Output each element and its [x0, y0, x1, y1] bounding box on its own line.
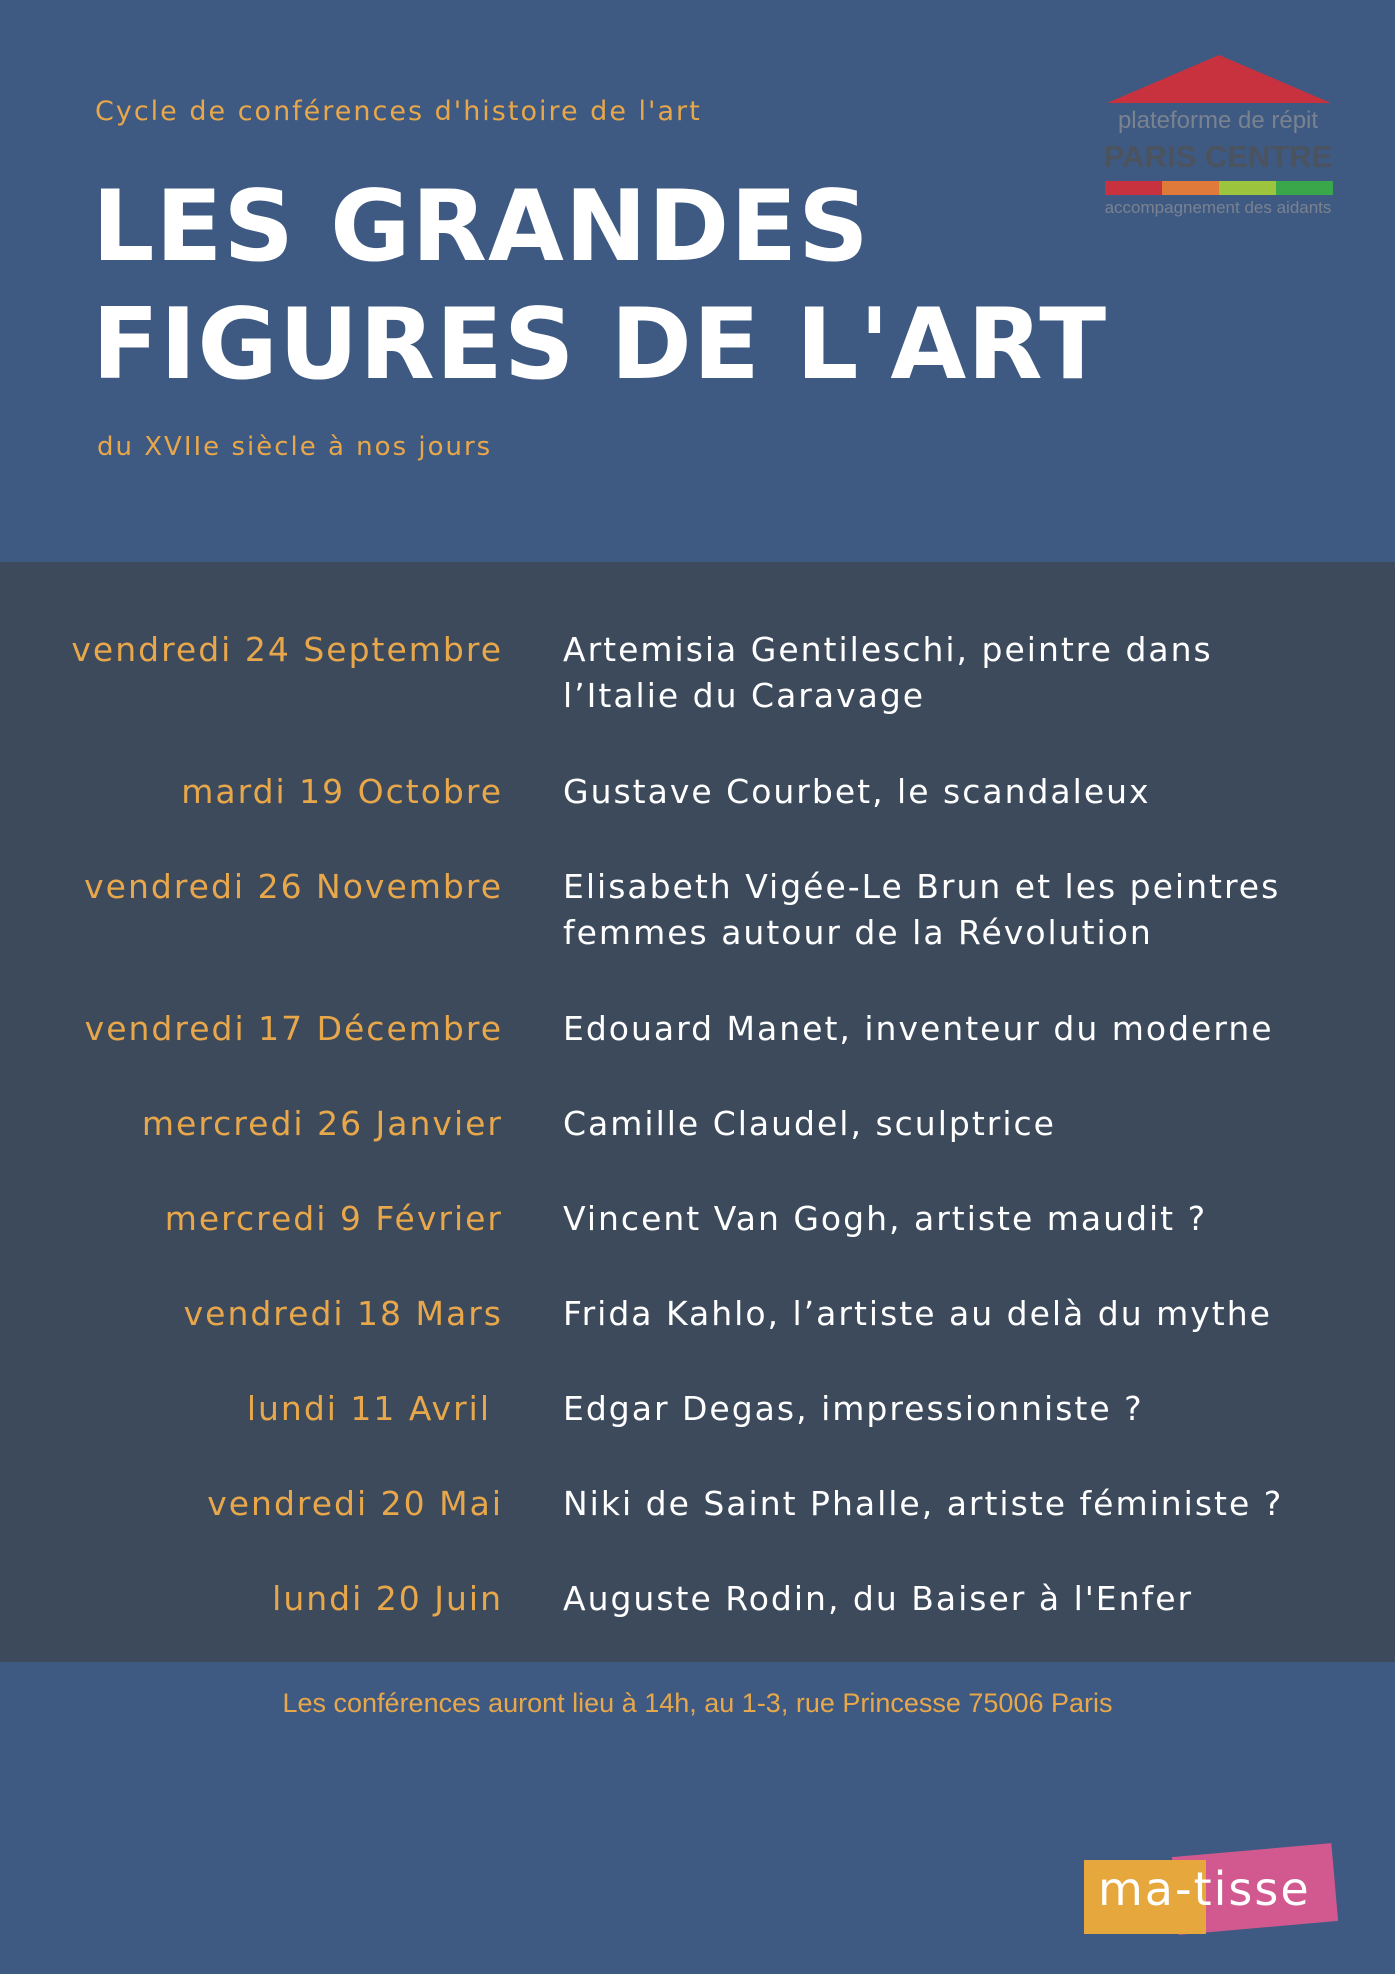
topic-line: Niki de Saint Phalle, artiste féministe ?	[563, 1484, 1284, 1523]
topic-line: Gustave Courbet, le scandaleux	[563, 772, 1151, 811]
page-title	[92, 168, 1107, 404]
schedule-date: lundi 11 Avril	[246, 1389, 491, 1428]
schedule-date: vendredi 24 Septembre	[71, 630, 503, 669]
schedule-topic	[563, 769, 1363, 815]
schedule-section	[0, 562, 1395, 1662]
schedule-date: mardi 19 Octobre	[181, 772, 503, 811]
brand-wordmark: ma-tisse	[1098, 1862, 1311, 1916]
schedule-date: vendredi 18 Mars	[183, 1294, 503, 1333]
schedule-topic	[563, 1101, 1363, 1147]
kicker: Cycle de conférences d'histoire de l'art	[95, 96, 702, 127]
logo-color-bars	[1105, 181, 1333, 195]
topic-line: Elisabeth Vigée-Le Brun et les peintres	[563, 867, 1281, 906]
schedule-date: vendredi 26 Novembre	[84, 867, 503, 906]
plateforme-logo	[1100, 55, 1335, 230]
schedule-topic	[563, 1291, 1363, 1337]
logo-bar	[1105, 181, 1162, 195]
schedule-date: vendredi 20 Mai	[207, 1484, 503, 1523]
subtitle: du XVIIe siècle à nos jours	[97, 432, 493, 462]
topic-line: Frida Kahlo, l’artiste au delà du mythe	[563, 1294, 1272, 1333]
schedule-date: lundi 20 Juin	[272, 1579, 503, 1618]
topic-line: Artemisia Gentileschi, peintre dans	[563, 630, 1213, 669]
topic-line: Camille Claudel, sculptrice	[563, 1104, 1056, 1143]
topic-line: Auguste Rodin, du Baiser à l'Enfer	[563, 1579, 1194, 1618]
schedule-date: vendredi 17 Décembre	[84, 1009, 503, 1048]
schedule-topic	[563, 1006, 1363, 1052]
schedule-topic	[563, 1481, 1363, 1527]
logo-line-1: plateforme de répit	[1117, 107, 1319, 134]
logo-line-3: accompagnement des aidants	[1104, 198, 1332, 217]
venue-note: Les conférences auront lieu à 14h, au 1-3, rue Princesse 75006 Paris	[282, 1688, 1113, 1718]
title-line-2: FIGURES DE L'ART	[92, 288, 1108, 402]
schedule-date: mercredi 26 Janvier	[141, 1104, 503, 1143]
schedule-topic	[563, 1576, 1363, 1622]
logo-bar	[1276, 181, 1333, 195]
header-section	[0, 0, 1395, 562]
schedule-topic	[563, 627, 1363, 719]
roof-icon	[1107, 55, 1331, 103]
schedule-topic	[563, 1386, 1363, 1432]
matisse-logo	[1080, 1848, 1342, 1940]
schedule-topic	[563, 864, 1363, 956]
title-line-1: LES GRANDES	[92, 170, 870, 284]
logo-bar	[1219, 181, 1276, 195]
topic-line: l’Italie du Caravage	[563, 676, 926, 715]
schedule-date: mercredi 9 Février	[164, 1199, 503, 1238]
schedule-topic	[563, 1196, 1363, 1242]
topic-line: Edgar Degas, impressionniste ?	[563, 1389, 1144, 1428]
logo-bar	[1162, 181, 1219, 195]
logo-line-2: PARIS CENTRE	[1103, 139, 1333, 174]
topic-line: Edouard Manet, inventeur du moderne	[563, 1009, 1274, 1048]
topic-line: femmes autour de la Révolution	[563, 913, 1153, 952]
topic-line: Vincent Van Gogh, artiste maudit ?	[563, 1199, 1208, 1238]
